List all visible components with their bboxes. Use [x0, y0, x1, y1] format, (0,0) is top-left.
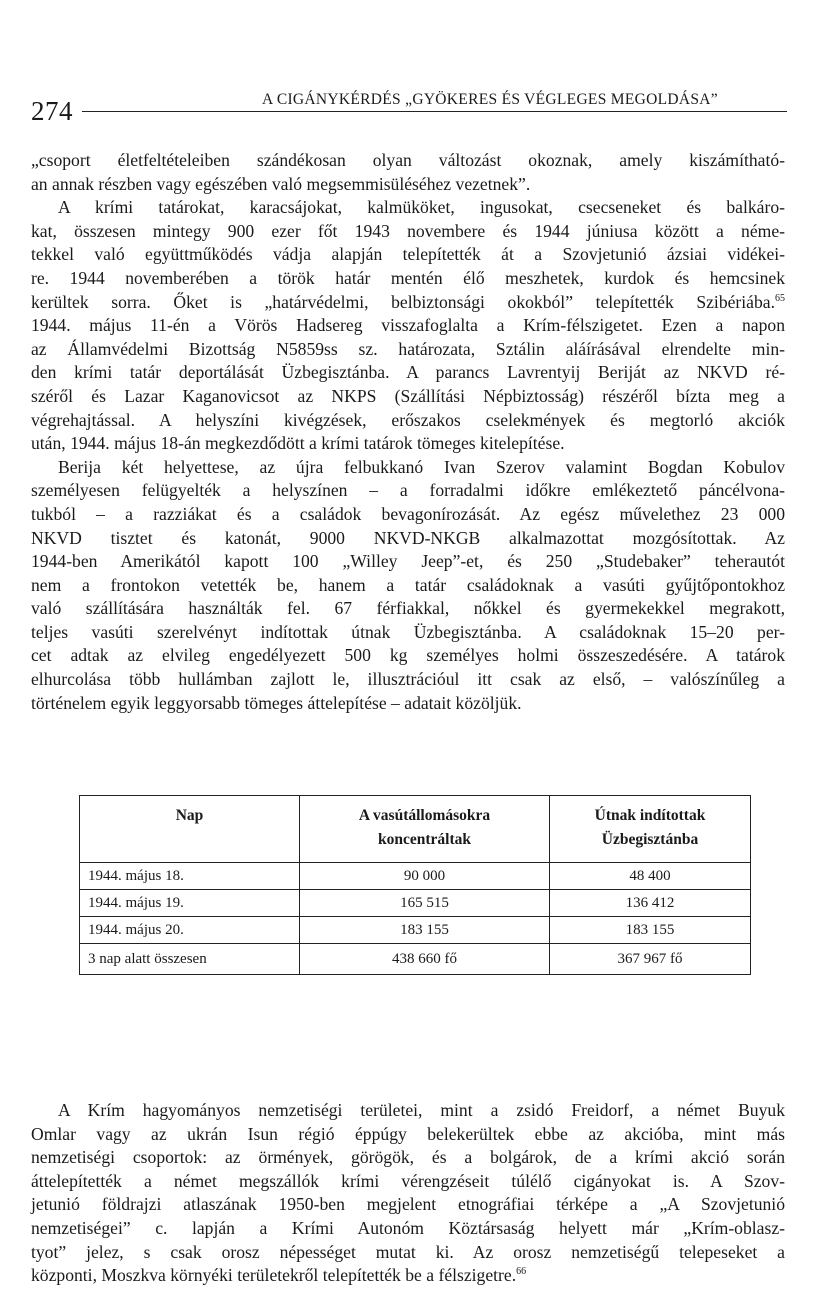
text-line: széről és Lazar Kaganovicsot az NKPS (Szállítási Népbiztosság) részéről bízta meg a	[31, 385, 785, 406]
table-total-row	[80, 944, 751, 975]
text-line: személyesen felügyelték a helyszínen – a forradalmi időkre emlékeztető páncélvona-	[31, 480, 785, 501]
text-line: kerültek sorra. Őket is „határvédelmi, belbiztonsági okokból” telepítették Szibériába.$^{65}$	[31, 291, 785, 312]
header-rule	[82, 111, 787, 112]
body-text-before-table	[31, 149, 785, 715]
text-line: 1944-ben Amerikától kapott 100 „Willey Jeep”-et, és 250 „Studebaker” teherautót	[31, 551, 785, 572]
text-line: tukból – a razziákat és a családok bevagonírozását. Az egész művelethez 23 000	[31, 503, 785, 524]
table-cell-total-concentrated: 438 660 fő	[300, 944, 550, 975]
text-line: jetunió földrajzi atlaszának 1950-ben megjelent etnográfiai térképe a „A Szovjetunió	[31, 1194, 785, 1215]
text-line: 1944. május 11-én a Vörös Hadsereg visszafoglalta a Krím-félszigetet. Ezen a napon	[31, 315, 785, 336]
text-line: nemzetiségei” c. lapján a Krími Autonóm Köztársaság helyett már „Krím-oblasz-	[31, 1217, 785, 1238]
table-cell-date: 1944. május 19.	[80, 890, 300, 917]
text-line: az Államvédelmi Bizottság N5859ss sz. határozata, Sztálin aláírásával elrendelte min-	[31, 338, 785, 359]
text-line: elhurcolása több hullámban zajlott le, illusztrációul itt csak az első, – valószínűleg a	[31, 669, 785, 690]
table-header-row	[80, 796, 751, 863]
table-cell-concentrated: 183 155	[300, 917, 550, 944]
text-line: történelem egyik leggyorsabb tömeges áttelepítése – adatait közöljük.	[31, 692, 522, 713]
footnote-ref-65: 65	[775, 292, 785, 304]
page-number: 274	[31, 96, 73, 126]
table-cell-total-departed: 367 967 fő	[550, 944, 751, 975]
text-line: nem a frontokon vetették be, hanem a tatár családoknak a vasúti gyűjtőpontokhoz	[31, 574, 785, 595]
text-line: Berija két helyettese, az újra felbukkanó Ivan Szerov valamint Bogdan Kobulov	[58, 456, 785, 477]
table-cell-departed: 48 400	[550, 863, 751, 890]
text-line: központi, Moszkva környéki területekről telepítették be a félszigetre.$^{66}$	[31, 1265, 527, 1286]
column-header-concentrated: A vasútállomásokra koncentráltak	[300, 796, 550, 863]
text-line: den krími tatár deportálását Üzbegisztánba. A parancs Lavrentyij Beriját az NKVD ré-	[31, 362, 785, 383]
table-cell-departed: 136 412	[550, 890, 751, 917]
text-line: cet adtak az elvileg engedélyezett 500 kg személyes holmi összeszedésére. A tatárok	[31, 645, 785, 666]
table-cell-concentrated: 165 515	[300, 890, 550, 917]
deportation-table	[79, 795, 751, 975]
body-text-after-table	[31, 1099, 785, 1288]
text-line: A krími tatárokat, karacsájokat, kalmüköket, ingusokat, csecseneket és balkáro-	[58, 197, 785, 218]
text-line: végrehajtással. A helyszíni kivégzések, erőszakos cselekmények és megtorló akciók	[31, 409, 785, 430]
table-row	[80, 917, 751, 944]
table-row	[80, 890, 751, 917]
text-line: tekkel való együttműködés vádja alapján telepítették át a Szovjetunió ázsiai vidékei-	[31, 244, 785, 265]
footnote-ref-66: 66	[516, 1266, 527, 1278]
table-cell-concentrated: 90 000	[300, 863, 550, 890]
text-line: áttelepítették a német megszállók krími vérengzéseit túlélő cigányokat is. A Szov-	[31, 1170, 785, 1191]
text-line: való szállítására használták fel. 67 férfiakkal, nőkkel és gyermekekkel megrakott,	[31, 598, 785, 619]
running-title: A CIGÁNYKÉRDÉS „GYÖKERES ÉS VÉGLEGES MEGOLDÁSA”	[262, 91, 718, 108]
table-row	[80, 863, 751, 890]
table-cell-total-label: 3 nap alatt összesen	[80, 944, 300, 975]
text-line: tyot” jelez, s csak orosz népességet mutat ki. Az orosz nemzetiségű telepeseket a	[31, 1241, 785, 1262]
text-line: teljes vasúti szerelvényt indítottak útnak Üzbegisztánba. A családoknak 15–20 per-	[31, 621, 785, 642]
text-line: Omlar vagy az ukrán Isun régió éppúgy belekerültek ebbe az akcióba, mint más	[31, 1123, 785, 1144]
text-line: kat, összesen mintegy 900 ezer főt 1943 novembere és 1944 júniusa között a néme-	[31, 220, 785, 241]
text-line: után, 1944. május 18-án megkezdődött a krími tatárok tömeges kitelepítése.	[31, 433, 565, 454]
text-line: nemzetiségi csoportok: az örmények, görögök, és a bolgárok, de a krími akció során	[31, 1147, 785, 1168]
table-cell-departed: 183 155	[550, 917, 751, 944]
text-line: re. 1944 novemberében a török határ mentén élő meszhetek, kurdok és hemcsinek	[31, 267, 785, 288]
text-line: NKVD tisztet és katonát, 9000 NKVD-NKGB alkalmazottat mozgósítottak. Az	[31, 527, 785, 548]
column-header-departed: Útnak indítottak Üzbegisztánba	[550, 796, 751, 863]
text-line: „csoport életfeltételeiben szándékosan olyan változást okoznak, amely kiszámítható-	[31, 150, 785, 170]
table-cell-date: 1944. május 18.	[80, 863, 300, 890]
column-header-day: Nap	[80, 796, 300, 863]
table-cell-date: 1944. május 20.	[80, 917, 300, 944]
text-line: an annak részben vagy egészében való megsemmisüléséhez vezetnek”.	[31, 173, 531, 194]
text-line: A Krím hagyományos nemzetiségi területei, mint a zsidó Freidorf, a német Buyuk	[58, 1100, 785, 1120]
